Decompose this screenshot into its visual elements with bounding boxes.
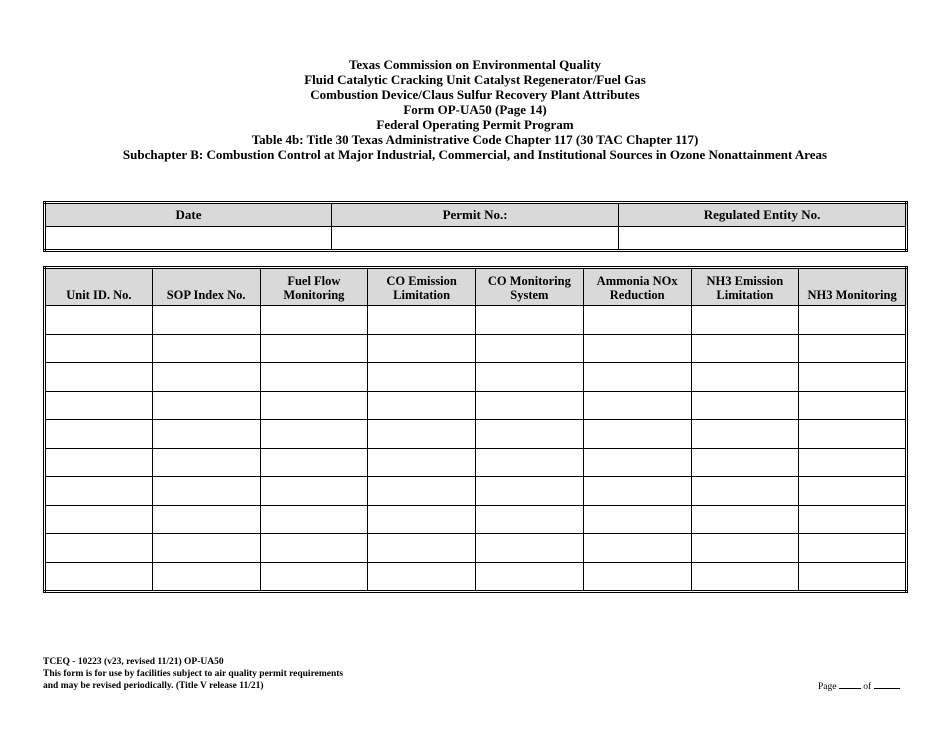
table-cell[interactable] — [476, 363, 584, 392]
table-row — [45, 363, 907, 392]
table-cell[interactable] — [260, 334, 368, 363]
column-header: SOP Index No. — [152, 268, 260, 306]
table-cell[interactable] — [368, 477, 476, 506]
table-row — [45, 505, 907, 534]
table-cell[interactable] — [799, 505, 907, 534]
page-total-field[interactable] — [874, 679, 900, 689]
date-label: Date — [45, 203, 332, 227]
header-program: Federal Operating Permit Program — [376, 117, 574, 132]
table-cell[interactable] — [476, 477, 584, 506]
table-cell[interactable] — [45, 534, 153, 563]
entity-field[interactable] — [619, 227, 907, 251]
of-label: of — [863, 682, 872, 692]
header-title: Fluid Catalytic Cracking Unit Catalyst Regenerator/Fuel Gas — [304, 72, 646, 87]
table-cell[interactable] — [260, 562, 368, 592]
column-header: Fuel Flow Monitoring — [260, 268, 368, 306]
table-cell[interactable] — [691, 534, 799, 563]
table-row — [45, 448, 907, 477]
entity-label: Regulated Entity No. — [619, 203, 907, 227]
table-cell[interactable] — [691, 391, 799, 420]
table-row — [45, 391, 907, 420]
table-cell[interactable] — [152, 505, 260, 534]
date-field[interactable] — [45, 227, 332, 251]
header-agency: Texas Commission on Environmental Quality — [348, 57, 602, 72]
table-cell[interactable] — [476, 505, 584, 534]
page-number — [818, 679, 900, 692]
table-cell[interactable] — [476, 420, 584, 449]
table-cell[interactable] — [152, 477, 260, 506]
table-cell[interactable] — [691, 562, 799, 592]
table-cell[interactable] — [368, 391, 476, 420]
table-row — [45, 334, 907, 363]
table-cell[interactable] — [691, 448, 799, 477]
table-cell[interactable] — [152, 391, 260, 420]
table-cell[interactable] — [368, 505, 476, 534]
table-cell[interactable] — [45, 562, 153, 592]
table-cell[interactable] — [691, 420, 799, 449]
table-cell[interactable] — [476, 448, 584, 477]
page-label: Page — [818, 682, 837, 692]
column-header: NH3 Emission Limitation — [691, 268, 799, 306]
table-cell[interactable] — [691, 363, 799, 392]
table-row — [45, 534, 907, 563]
table-cell[interactable] — [691, 334, 799, 363]
table-cell[interactable] — [152, 448, 260, 477]
table-cell[interactable] — [583, 477, 691, 506]
table-cell[interactable] — [583, 505, 691, 534]
table-cell[interactable] — [799, 477, 907, 506]
table-row — [45, 477, 907, 506]
table-cell[interactable] — [368, 420, 476, 449]
table-cell[interactable] — [45, 334, 153, 363]
table-cell[interactable] — [152, 306, 260, 335]
table-cell[interactable] — [260, 505, 368, 534]
header-form-id: Form OP-UA50 (Page 14) — [403, 102, 547, 117]
table-cell[interactable] — [691, 306, 799, 335]
table-cell[interactable] — [583, 534, 691, 563]
table-cell[interactable] — [368, 306, 476, 335]
table-cell[interactable] — [799, 448, 907, 477]
permit-label: Permit No.: — [332, 203, 619, 227]
table-cell[interactable] — [260, 363, 368, 392]
table-row — [45, 306, 907, 335]
table-cell[interactable] — [260, 391, 368, 420]
table-cell[interactable] — [45, 306, 153, 335]
table-row — [45, 420, 907, 449]
table-cell[interactable] — [691, 505, 799, 534]
column-header: Unit ID. No. — [45, 268, 153, 306]
table-cell[interactable] — [260, 534, 368, 563]
header-subchapter: Subchapter B: Combustion Control at Major Industrial, Commercial, and Institutional Sources in Ozone Nonattainment Areas — [122, 147, 828, 162]
table-cell[interactable] — [799, 420, 907, 449]
table-cell[interactable] — [799, 562, 907, 592]
table-cell[interactable] — [799, 534, 907, 563]
table-cell[interactable] — [45, 391, 153, 420]
table-cell[interactable] — [799, 334, 907, 363]
table-cell[interactable] — [152, 534, 260, 563]
table-cell[interactable] — [260, 448, 368, 477]
header-subtitle: Combustion Device/Claus Sulfur Recovery Plant Attributes — [310, 87, 640, 102]
table-cell[interactable] — [476, 534, 584, 563]
table-cell[interactable] — [476, 306, 584, 335]
table-cell[interactable] — [476, 334, 584, 363]
table-cell[interactable] — [368, 534, 476, 563]
table-cell[interactable] — [368, 448, 476, 477]
table-cell[interactable] — [260, 306, 368, 335]
id-table — [43, 201, 908, 252]
column-header: CO Monitoring System — [476, 268, 584, 306]
table-cell[interactable] — [583, 420, 691, 449]
table-cell[interactable] — [583, 391, 691, 420]
footer-form-id: TCEQ - 10223 (v23, revised 11/21) OP-UA50 — [43, 657, 224, 667]
table-cell[interactable] — [583, 306, 691, 335]
table-cell[interactable] — [45, 363, 153, 392]
table-cell[interactable] — [152, 420, 260, 449]
header-table-title: Table 4b: Title 30 Texas Administrative Code Chapter 117 (30 TAC Chapter 117) — [251, 132, 699, 147]
footer-note-1: This form is for use by facilities subject to air quality permit requirements — [43, 669, 344, 679]
table-cell[interactable] — [583, 363, 691, 392]
table-cell[interactable] — [260, 477, 368, 506]
table-cell[interactable] — [368, 363, 476, 392]
table-cell[interactable] — [799, 363, 907, 392]
permit-field[interactable] — [332, 227, 619, 251]
table-cell[interactable] — [583, 448, 691, 477]
form-header — [0, 57, 950, 162]
table-cell[interactable] — [691, 477, 799, 506]
column-header: Ammonia NOx Reduction — [583, 268, 691, 306]
table-cell[interactable] — [45, 420, 153, 449]
table-cell[interactable] — [476, 391, 584, 420]
table-cell[interactable] — [45, 448, 153, 477]
table-cell[interactable] — [583, 562, 691, 592]
column-header: NH3 Monitoring — [799, 268, 907, 306]
table-cell[interactable] — [260, 420, 368, 449]
table-cell[interactable] — [799, 391, 907, 420]
footer-note-2: and may be revised periodically. (Title V release 11/21) — [43, 681, 264, 691]
table-cell[interactable] — [45, 505, 153, 534]
table-cell[interactable] — [368, 334, 476, 363]
table-cell[interactable] — [152, 562, 260, 592]
table-cell[interactable] — [583, 334, 691, 363]
attributes-table — [43, 266, 908, 593]
table-row — [45, 562, 907, 592]
table-cell[interactable] — [152, 334, 260, 363]
table-cell[interactable] — [368, 562, 476, 592]
column-header: CO Emission Limitation — [368, 268, 476, 306]
footer-notes — [43, 656, 343, 692]
table-cell[interactable] — [799, 306, 907, 335]
page-number-field[interactable] — [839, 679, 861, 689]
table-cell[interactable] — [45, 477, 153, 506]
table-cell[interactable] — [476, 562, 584, 592]
table-header-row — [45, 268, 907, 306]
table-cell[interactable] — [152, 363, 260, 392]
